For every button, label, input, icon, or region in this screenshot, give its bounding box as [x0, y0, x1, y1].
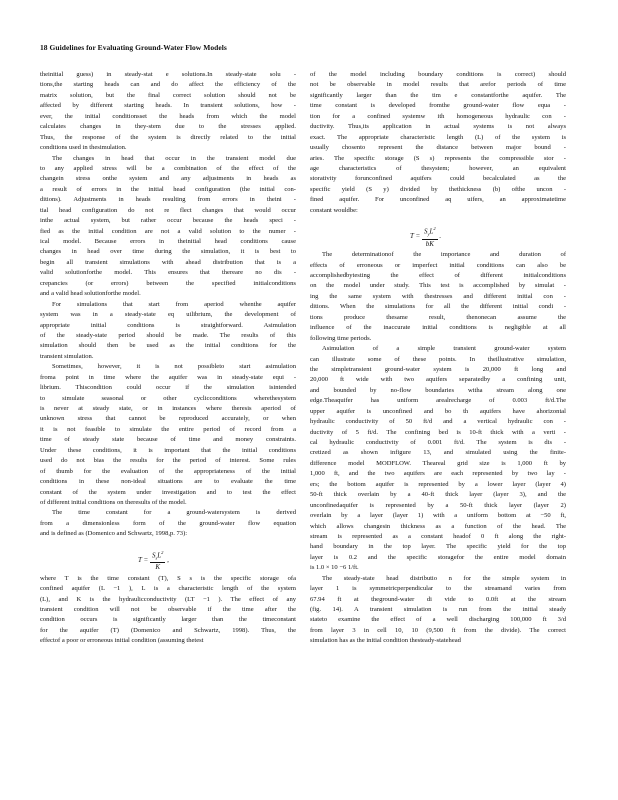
equation-tail: , — [167, 555, 169, 564]
text-line: confined aquifer (L −1 ), L is a characteristic length of the system — [40, 585, 296, 593]
paragraph — [310, 70, 566, 216]
text-line: calculates changes in they-stem due to the stresses applied. — [40, 123, 296, 131]
text-line: transient simulation. — [40, 352, 94, 360]
text-line: constant of the system under investigation and to test the effect — [40, 488, 296, 496]
text-line: of different initial conditions on theresults of the model. — [40, 498, 187, 506]
text-line: changein stress onthe system and any adjustments in heads as — [40, 175, 296, 183]
text-line: cal hydraulic conductivity of 0.001 ft/d. The system is dis - — [310, 439, 566, 446]
text-line: 50-ft thick overlain by a 40-ft thick layer (layer 3), and the — [310, 491, 566, 499]
text-line: from a dimensionless form of the ground-water flow equation — [40, 519, 296, 527]
text-line: used do not bias the results for the period of interest. Some rules — [40, 457, 296, 465]
text-line: of the steady-state period should be made. The results of this — [40, 331, 296, 339]
text-line: overlain by a layer (layer 1) with a uniform bottom at −50 ft, — [310, 512, 566, 520]
text-line: exact. The appropriate characteristic length (L) of the system is — [310, 133, 566, 141]
equation-fraction — [150, 548, 165, 573]
text-line: edge.Theaquifer has uniform arealrecharge of 0.003 ft/d.The — [310, 397, 566, 405]
text-line: ical model. Because errors in theinitial head conditions cause — [40, 238, 296, 245]
text-line: ing the same system with thestresses and different initial con - — [310, 292, 566, 300]
text-line: transient condition will not be observable if the time after the — [40, 606, 296, 613]
text-line: to any applied stress will be a combination of the effect of the — [40, 164, 296, 172]
text-line: simulation should then be used as the initial conditions for the — [40, 342, 296, 350]
text-line: stateto examine the effect of a well discharging 100,000 ft 3/d — [310, 616, 566, 624]
left-column — [40, 70, 296, 647]
text-line: inthe actual system, but rather occur because the heads speci - — [40, 217, 296, 225]
text-line: a result of errors in the initial head configuration (the initial con- — [40, 185, 296, 193]
text-line: it is not feasible to simulate the entire period of record from a — [40, 425, 296, 433]
paragraph — [40, 300, 296, 363]
text-line: difference model MODFLOW. Theareal grid size is 1,000 ft by — [310, 459, 566, 467]
text-line: unknown stress that cannot be reproduced accurately, or when — [40, 415, 296, 423]
text-line: on the model under study. This test is accomplished by simulat - — [310, 282, 566, 290]
text-line: 67.94 ft at theground-water di vide to 0.0ft at the stream — [310, 595, 566, 603]
text-line: Sometimes, however, it is not possibleto start asimulation — [52, 363, 296, 371]
equation-lhs: T = — [138, 555, 149, 564]
paragraph — [40, 508, 296, 539]
equation-subscript: s — [155, 555, 158, 561]
text-line: the simpletransient ground-water system is 20,000 ft long and — [310, 365, 566, 373]
text-line: ever, the initial conditionsset the heads from which the model — [40, 112, 296, 120]
text-line: influence of the inaccurate initial conditions is negligible at all — [310, 324, 566, 332]
text-line: for the aquifer (T) (Domenico and Schwartz, 1998). Thus, the — [40, 626, 296, 634]
text-line: which allows changesin thickness as a function of the head. The — [310, 522, 566, 530]
text-line: accomplishedbytesting the effect of different initialconditions — [310, 272, 566, 279]
text-line: The steady-state head distributio n for the simple system in — [322, 574, 566, 582]
text-line: storativity forunconfined aquifers could becalculated as the — [310, 175, 566, 183]
text-line: is 1.0 × 10 −6 1/ft. — [310, 564, 359, 572]
text-line: condition occurs is significantly larger than the timeconstant — [40, 616, 296, 624]
equation-lhs: T = — [410, 232, 421, 241]
equation-exponent: 2 — [161, 549, 164, 555]
text-line: from layer 3 in cell 10, 10 (9,500 ft from the divide). The correct — [310, 626, 566, 634]
text-line: cretized as shown infigure 13, and simulated using the finite- — [310, 449, 566, 457]
text-line: tial head configuration do not re flect changes that would occur — [40, 206, 296, 214]
text-line: effects of erroneous or imperfect initial conditions can also be — [310, 261, 566, 269]
equation-subscript: y — [427, 231, 430, 237]
text-line: crepancies (or errors) between the specified initialconditions — [40, 279, 296, 287]
equation-tail: . — [439, 232, 442, 241]
text-line: The determinationof the importance and duration of — [322, 251, 566, 259]
text-line: appropriate initial conditions is straightforward. Asimulation — [40, 321, 296, 329]
equation-denominator: bK — [425, 239, 434, 248]
text-line: where T is the time constant (T), S s is the specific storage ofa — [40, 574, 296, 582]
text-line: ers; the bottom aquifer is represented by a lower layer (layer 4) — [310, 480, 566, 488]
paragraph — [310, 574, 566, 647]
text-line: simulation has as the initial condition thesteady-statehead — [310, 637, 461, 645]
unconfined-time-constant-equation — [310, 216, 566, 250]
text-line: For simulations that start from aperiod whenthe aquifer — [52, 300, 296, 308]
equation-numerator: S — [424, 227, 428, 236]
text-line: age characteristics of thesystem; however, an equivalent — [310, 164, 566, 172]
text-line: ditions. When the simulations for all the different initial condi - — [310, 303, 566, 311]
text-line: conditions used in thesimulation. — [40, 144, 127, 152]
paragraph — [40, 362, 296, 508]
text-line: (L), and K is the hydraulicconductivity (LT −1 ). The effect of any — [40, 595, 296, 603]
text-line: hand boundary in the top layer. The specific yield for the top — [310, 543, 566, 551]
equation-numerator: S — [152, 551, 156, 560]
text-line: to simulate seasonal or other cyclicconditions wherethesystem — [40, 394, 296, 402]
right-column — [310, 70, 566, 647]
text-line: usually chosento represent the distance between major bound - — [310, 144, 566, 152]
text-line: 1,000 ft, and the two aquifers are each represented by two lay - — [310, 470, 566, 478]
text-line: fined aquifer. For unconfined aq uifers, an approximatetime — [310, 196, 566, 204]
text-line: Thus, the response of the system is directly related to the initial — [40, 133, 296, 141]
text-line: tions,the starting heads can and do affect the efficiency of the — [40, 81, 296, 89]
text-line: hydraulic conductivity of 50 ft/d and a vertical hydraulic con - — [310, 418, 566, 426]
text-line: and a valid head solutionforthe model. — [40, 290, 141, 298]
text-line: time constant is developed fromthe ground-water flow equa - — [310, 102, 566, 110]
text-line: is never at steady state, or in instances where theresis aperiod of — [40, 405, 296, 412]
text-line: and is defined as (Domenico and Schwartz, 1998,p. 73): — [40, 530, 188, 538]
equation-length-symbol: L — [429, 227, 434, 236]
paragraph — [40, 70, 296, 154]
text-line: of thumb for the evaluation of the appropriateness of the initial — [40, 467, 296, 475]
text-line: and bounded by no-flow boundaries witha stream along one — [310, 386, 566, 394]
text-line: stream is represented as a constant headof 0 ft along the right- — [310, 532, 566, 540]
text-line: fied as the initial condition are not a valid solution to the numer - — [40, 227, 296, 235]
text-line: The time constant for a ground-watersystem is derived — [52, 509, 296, 517]
text-line: Under these conditions, it is important that the initial conditions — [40, 446, 296, 454]
text-line: layer is 0.2 and the specific storagefor the entire model domain — [310, 553, 566, 561]
equation-denominator: K — [155, 563, 161, 572]
text-line: time of steady state because of time and money constraints. — [40, 436, 296, 444]
text-line: begin all transient simulations with ahead distribution that is a — [40, 258, 296, 266]
text-line: ductivity of 5 ft/d. The confining bed is 10-ft thick with a verti - — [310, 428, 566, 436]
text-line: librium. Thiscondition could occur if the simulation isintended — [40, 384, 296, 392]
text-line: ductivity. Thus,its application in actual systems is not always — [310, 123, 566, 131]
text-line: can illustrate some of these points. In theillustrative simulation, — [310, 355, 566, 363]
text-line: layer 1 is symmetricperpendicular to the streamand varies from — [310, 585, 566, 593]
text-line: not be observable in model results that arefor periods of time — [310, 81, 566, 89]
text-line: following time periods. — [310, 334, 372, 342]
text-line: affected by different starting heads. In transient solutions, how - — [40, 102, 296, 110]
text-line: ditions). Adjustments in heads resulting from errors in theini - — [40, 196, 296, 204]
text-line: The changes in head that occur in the transient model due — [52, 154, 296, 162]
text-line: 20,000 ft wide with two aquifers separatedby a confining unit, — [310, 376, 566, 384]
text-line: theinitial guess) in steady-stat e solutions.In steady-state solu - — [40, 71, 296, 78]
text-line: system was in a steady-state eq uilibrium, the development of — [40, 311, 296, 319]
equation-length-symbol: L — [157, 551, 162, 560]
text-line: (fig. 14). A transient simulation is run from the initial steady — [310, 606, 566, 613]
running-head: 18 Guidelines for Evaluating Ground-Water Flow Models — [40, 43, 227, 52]
text-line: constant wouldbe: — [310, 206, 358, 214]
text-line: unconfinedaquifer is represented by a 50-ft thick layer (layer 2) — [310, 501, 566, 509]
text-line: Asimulation of a simple transient ground-water system — [322, 345, 566, 353]
equation-exponent: 2 — [433, 226, 436, 232]
text-line: conditions in these non-ideal situations are to evaluate the time — [40, 478, 296, 486]
text-line: upper aquifer is unconfined and bo th aquifers have ahorizontal — [310, 407, 566, 415]
paragraph — [40, 154, 296, 300]
text-line: tion for a confined systemw ith homogeneous hydraulic con - — [310, 112, 566, 120]
paragraph — [310, 250, 566, 344]
text-line: changes in head over time during the simulation, it is best to — [40, 248, 296, 256]
text-line: aries. The specific storage (S s) represents the compressible stor - — [310, 154, 566, 162]
time-constant-equation — [40, 540, 296, 574]
text-line: tions produce thesame result, thenonecan assume the — [310, 313, 566, 321]
equation-fraction — [422, 224, 438, 249]
paragraph — [40, 574, 296, 647]
text-line: effectof a poor or erroneous initial condition (assuming thetest — [40, 637, 204, 645]
text-line: of the model including boundary conditions is correct) should — [310, 71, 566, 78]
text-line: valid solutionforthe model. This ensures that thereare no dis - — [40, 269, 296, 277]
text-line: specific yield (S y) divided by thethickness (b) ofthe uncon - — [310, 185, 566, 193]
paragraph — [310, 344, 566, 574]
text-line: significantly larger than the tim e constantforthe aquifer. The — [310, 91, 566, 99]
text-line: matrix solution, but the final correct solution should not be — [40, 91, 296, 99]
text-line: froma point in time where the aquifer was in steady-state equi - — [40, 373, 296, 381]
